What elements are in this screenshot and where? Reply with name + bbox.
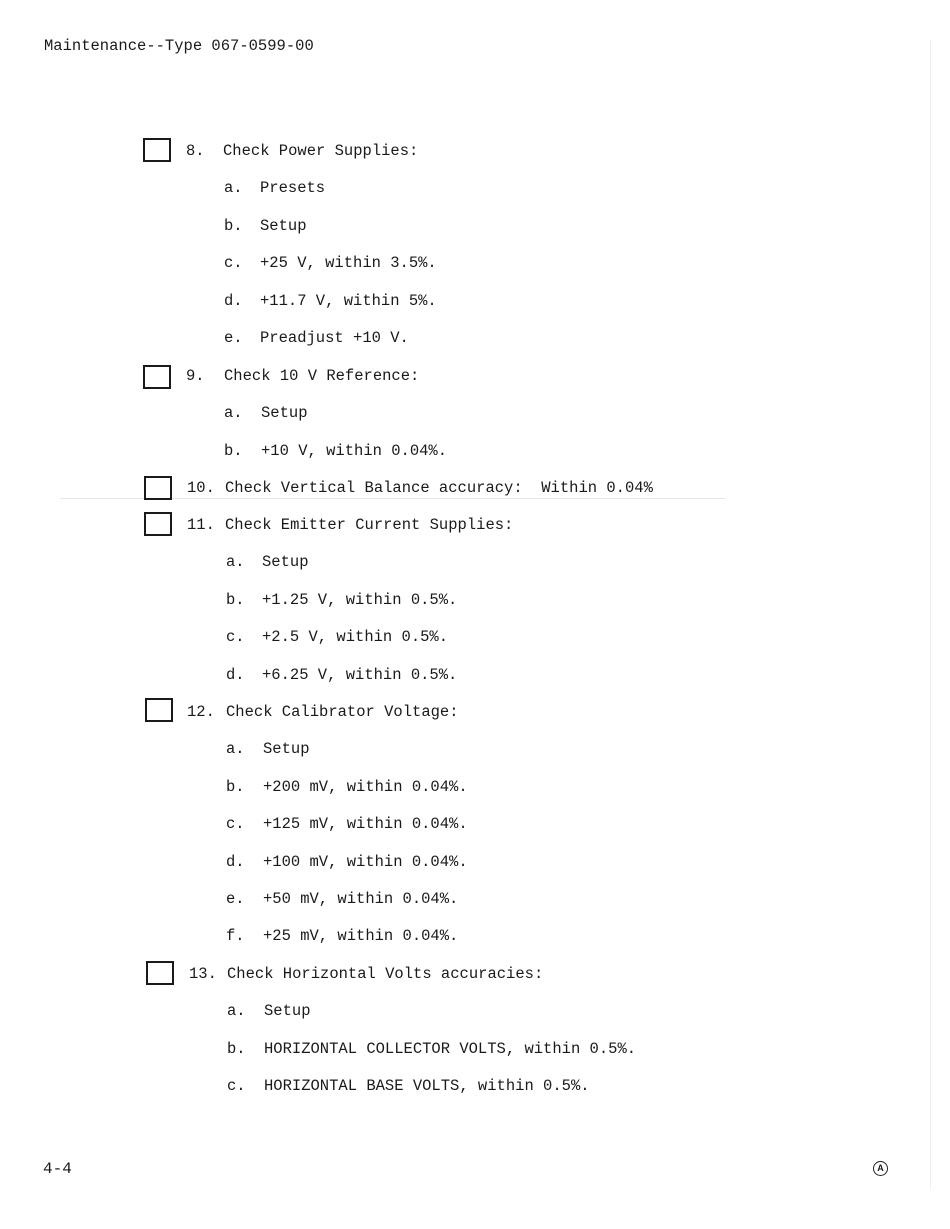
substep-text: Preadjust +10 V. [260, 329, 409, 347]
substep-letter: e. [226, 890, 245, 908]
substep-letter: e. [224, 329, 243, 347]
checkbox-step-8[interactable] [143, 138, 171, 162]
substep-letter: c. [226, 815, 245, 834]
substep-letter: b. [224, 441, 243, 460]
step-number: 13. [189, 965, 217, 983]
substep-text: +25 V, within 3.5%. [260, 254, 437, 273]
substep-text: Setup [262, 553, 309, 572]
substep-text: Setup [260, 216, 307, 235]
substep-text: +200 mV, within 0.04%. [263, 777, 468, 796]
checkbox-step-10[interactable] [144, 476, 172, 500]
step-number: 11. [187, 516, 215, 534]
substep-letter: d. [224, 291, 243, 310]
substep-letter: c. [227, 1077, 246, 1096]
checkbox-step-9[interactable] [143, 365, 171, 389]
checkbox-step-13[interactable] [146, 961, 174, 985]
substep-letter: b. [224, 216, 243, 235]
substep-letter: c. [226, 628, 245, 647]
substep-letter: a. [226, 740, 245, 759]
substep-letter: a. [227, 1002, 246, 1021]
page-header: Maintenance--Type 067-0599-00 [44, 37, 314, 55]
substep-text: +10 V, within 0.04%. [261, 441, 448, 460]
substep-letter: a. [226, 553, 245, 572]
substep-text: +100 mV, within 0.04%. [263, 852, 468, 871]
substep-letter: a. [224, 179, 243, 198]
checkbox-step-11[interactable] [144, 512, 172, 536]
substep-text: +50 mV, within 0.04%. [263, 890, 459, 908]
substep-text: HORIZONTAL BASE VOLTS, within 0.5%. [264, 1077, 590, 1096]
checkbox-step-12[interactable] [145, 698, 173, 722]
step-number: 12. [187, 703, 215, 721]
step-number: 8. [186, 142, 205, 160]
substep-text: +125 mV, within 0.04%. [263, 815, 468, 834]
substep-letter: a. [224, 404, 243, 423]
substep-letter: b. [226, 590, 245, 609]
substep-letter: d. [226, 665, 245, 684]
substep-text: Setup [264, 1002, 311, 1021]
substep-text: HORIZONTAL COLLECTOR VOLTS, within 0.5%. [264, 1039, 637, 1058]
step-title: Check Horizontal Volts accuracies: [227, 965, 544, 983]
substep-text: +25 mV, within 0.04%. [263, 927, 459, 946]
page-number: 4-4 [43, 1160, 72, 1178]
substep-text: +2.5 V, within 0.5%. [262, 628, 449, 647]
step-number: 10. [187, 479, 215, 497]
substep-text: Presets [260, 179, 326, 198]
substep-letter: b. [226, 777, 245, 796]
substep-letter: d. [226, 852, 245, 871]
substep-letter: b. [227, 1039, 246, 1058]
step-title: Check 10 V Reference: [224, 367, 420, 385]
step-title: Check Calibrator Voltage: [226, 703, 459, 721]
substep-text: +6.25 V, within 0.5%. [262, 665, 458, 684]
step-title: Check Emitter Current Supplies: [225, 516, 514, 534]
page-edge-shadow [930, 40, 931, 1190]
substep-text: Setup [263, 740, 310, 759]
step-title: Check Vertical Balance accuracy: Within 0.04% [225, 479, 653, 497]
substep-text: +1.25 V, within 0.5%. [262, 590, 458, 609]
substep-text: +11.7 V, within 5%. [260, 291, 437, 310]
substep-letter: f. [226, 927, 245, 946]
step-number: 9. [186, 367, 205, 385]
step-title: Check Power Supplies: [223, 142, 419, 160]
substep-letter: c. [224, 254, 243, 273]
revision-mark-icon: A [873, 1161, 888, 1176]
substep-text: Setup [261, 404, 308, 423]
